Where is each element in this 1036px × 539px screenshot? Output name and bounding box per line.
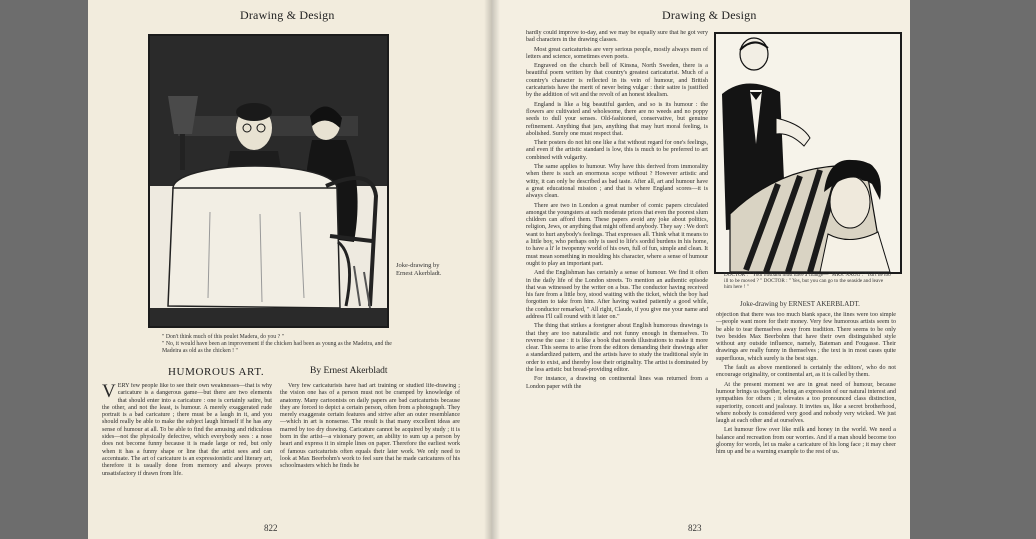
right-column-1 [526,30,708,520]
cartoon-doctor [714,32,902,274]
paragraph: objection that there was too much blank space, the lines were too simple—people want more for their money. Very few humorous artists seem to be able to tear themselves away from tradition. There seems to be only two besides Max Beerbohm that have their own distinguished style without any outside influence, namely, Bateman and Fougasse. Their drawings are really funny in themselves ; the text is in most cases quite superfluous, which surely is the best sign. [716,312,896,362]
paragraph: At the present moment we are in great need of humour, because humour brings us together, being an expression of our natural interest and sympathies for others ; it elevates a too pronounced class distinction, superiority, conceit and jealousy. It invites us, like a secret brotherhood, where nobody is considered very good and nobody very wicked. We just laugh at each other and at ourselves. [716,381,896,425]
paragraph: The same applies to humour. Why have this derived from immorality when there is such an enormous scope without ? However artistic and witty, it can only be described as bad taste. After all, art and humour have a great educational mission ; and that is where England scores—it is always clean. [526,164,708,200]
doctor-illustration [716,34,900,272]
paragraph: The fault as above mentioned is certainly the editors', who do not encourage originality, or continental art, as it is called by them. [716,365,896,379]
paragraph: ERY few people like to see their own weaknesses—that is why caricature is a dangerous game—but there are two elements that should enter into a caricature : one is certainly satire, but the other, and not the least, is humour. A merely exaggerated rude portrait is a bad caricature ; there must be a laugh in it, and you should really be able to make the subject laugh himself if he has any sense of humour at all. To be able to find the amusing and ridiculous sides—not the physically defective, which everybody sees : a nose does not become funny because it is made large or red, but only when it has a funny shape or line that the artist sees and can accentuate. The art of caricature is an expressionistic and literary art, therefore it is usually done from memory and always proves unsatisfactory if drawn from life. [102,383,272,477]
paragraph: There are two in London a great number of comic papers circulated amongst the youngsters at such moderate prices that even the poorest slum children can afford them. These papers avoid any joke about politics, religion, Jews, or anything that might offend anybody. They say : We don't want to hurt anybody's feelings. That expresses all. Think what it means to a little boy, who perhaps only is used to life's sordid burdens in his home, to have a li' le twopenny world of his own, full of fun, simple and clean. It must mean something in moulding his character, where a sense of humour ought to play an important part. [526,202,708,267]
paragraph: Most great caricaturists are very serious people, mostly always men of letters and science, sometimes even poets. [526,46,708,60]
article-byline: By Ernest Akerbladt [310,366,388,376]
paragraph: And the Englishman has certainly a sense of humour. We find it often in the daily life of the London streets. To mention an authentic episode that was witnessed by the writer on a bus. The conductor having received his fare from a little boy, stood waiting with the ticket, which the boy had forgotten to take from him. After having waited patiently a good while, the conductor remarked, " All right, Claude, if you give me your name and address I'll call round with it later on." [526,270,708,320]
paragraph: Their posters do not hit one like a fist without regard for one's feelings, and even if the artistic standard is low, this is much to be preferred to art combined with vulgarity. [526,140,708,161]
paragraph: Let humour flow over like milk and honey in the world. We need a balance and recreation from our worries. And if a man should become too gloomy for words, let us make a caricature of his long face ; it may cheer him up and be a warning example to the rest of us. [716,427,896,456]
illustration-caption: " Don't think much of this poulet Madera, do you ? " " No, it would have been an improvement if the chicken had been as young as the Madeira, and the Madeira as old as the chicken ! " [162,334,392,354]
paragraph: England is like a big beautiful garden, and so is its humour : the flowers are cultivated and wholesome, there are no weeds and no poppy seeds to dull your senses. Old-fashioned, conservative, but genuine refinement. Anything that jars, anything that may hurt moral feeling, is abolished. Surely one must respect that. [526,101,708,137]
paragraph: Engraved on the church bell of Kinsna, North Sweden, there is a beautiful poem written by that country's greatest caricaturist. Much of a country's character is reflected in its vein of humour, and British caricaturists have the merit of never being vulgar : their satire is justified by the addition of wit and the revolt of an honest idealism. [526,63,708,99]
drop-cap: V [102,383,116,402]
left-column-1 [102,383,272,521]
article-title: HUMOROUS ART. [168,366,265,378]
left-column-2 [280,383,460,521]
paragraph: hardly could improve to-day, and we may be equally sure that he got very bad characters in the drawing classes. [526,30,708,44]
book-gutter [484,0,500,539]
paragraph: Very few caricaturists have had art training or studied life-drawing ; the vision one has of a person must not be cramped by knowledge of anatomy. Many cartoonists on daily papers are bad caricaturists because they are forced to depict a certain person, often from a photograph. They merely exaggerate certain features and strive after an outer resemblance—which in art is nonsense. The result is that many excellent ideas are marred by too dry drawing. Caricature cannot be acquired by study ; it is born in the artist—a visionary power, an ability to sum up a person by heart and express it in simple lines on paper. Therefore the earliest work of famous caricaturists often equals their later work. We only need to look at Max Beerbohm's work to feel sure that he made caricatures of his schoolmasters which he finds he [280,383,460,470]
right-column-2 [716,312,896,522]
right-page [492,0,910,539]
magazine-spread [88,0,910,539]
running-head: Drawing & Design [662,8,757,22]
cartoon-restaurant [148,34,389,328]
page-number: 822 [264,523,278,533]
page-number: 823 [688,523,702,533]
paragraph: The thing that strikes a foreigner about English humorous drawings is that they are too naturalistic and not funny enough in themselves. To reverse the case : it is like a book that needs illustrations to make it more clear. This seems to arise from the editors demanding their drawings after a standardized pattern, and the artists have to study the traditional style in order to exist, and thereby lose their originality. The artist is dominated by the less artistic but bread-providing editor. [526,323,708,374]
paragraph: For instance, a drawing on continental lines was returned from a London paper with the [526,376,708,390]
running-head: Drawing & Design [240,8,335,22]
side-credit: Joke-drawing by Ernest Akerbladt. [396,262,442,277]
dialogue-caption: DOCTOR : " Your husband must have a change—" MRS. NAGG : " Isn't he too ill to be moved ? " DOCTOR : " Yes, but you can go to the seaside and leave him here ! " [724,272,891,291]
drawing-credit: Joke-drawing by ERNEST AKERBLADT. [740,300,860,308]
left-page [88,0,492,539]
restaurant-illustration [150,36,387,326]
